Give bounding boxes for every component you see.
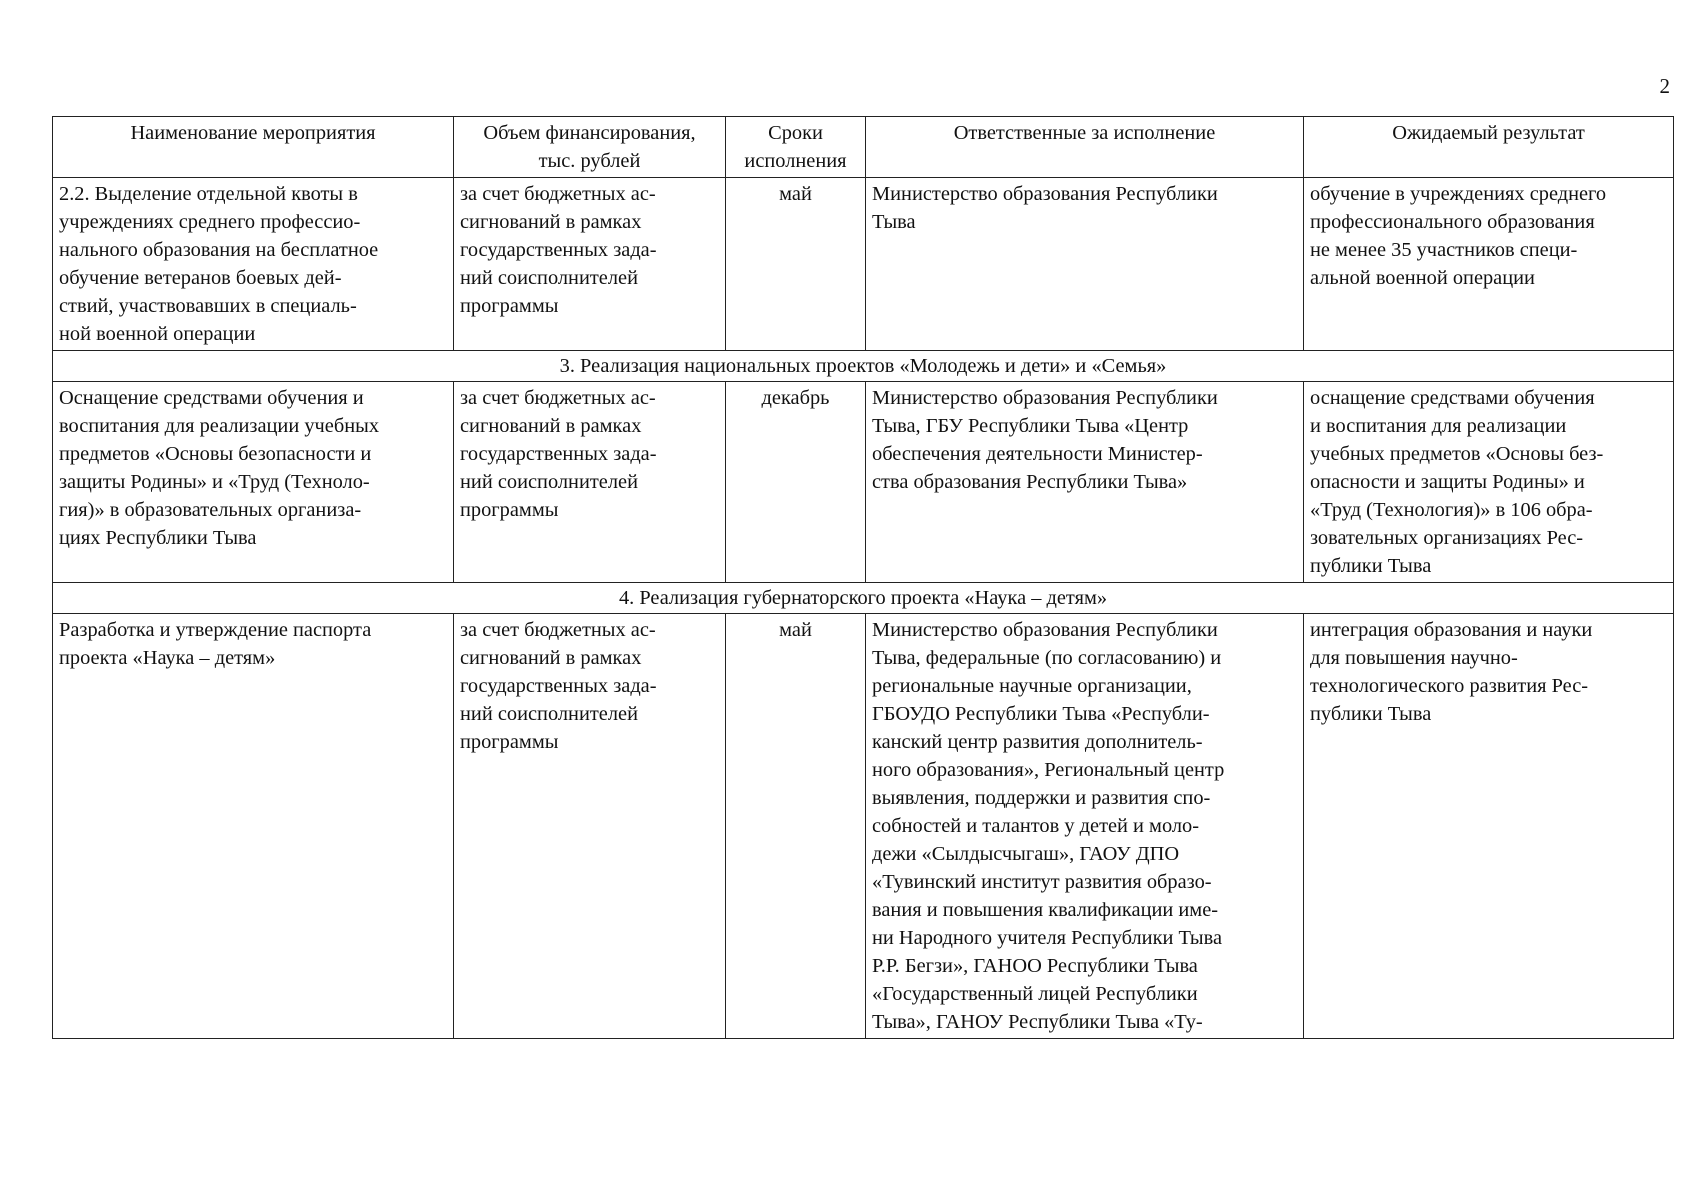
row1-result: обучение в учреждениях среднего профессионального образования не менее 35 участников специ- альной военной операции	[1304, 178, 1674, 351]
section-4-title: 4. Реализация губернаторского проекта «Наука – детям»	[53, 583, 1674, 614]
row2-name: Оснащение средствами обучения и воспитания для реализации учебных предметов «Основы безопасности и защиты Родины» и «Труд (Техноло- гия)» в образовательных организа- циях Республики Тыва	[53, 382, 454, 583]
table-row	[53, 382, 1674, 583]
row1-responsible: Министерство образования Республики Тыва	[866, 178, 1304, 351]
row2-responsible: Министерство образования Республики Тыва, ГБУ Республики Тыва «Центр обеспечения деятельности Министер- ства образования Республики Тыва»	[866, 382, 1304, 583]
table-header-row	[53, 117, 1674, 178]
row1-name: 2.2. Выделение отдельной квоты в учреждениях среднего профессио- нального образования на бесплатное обучение ветеранов боевых дей- ствий, участвовавших в специаль- ной военной операции	[53, 178, 454, 351]
row2-result: оснащение средствами обучения и воспитания для реализации учебных предметов «Основы без- опасности и защиты Родины» и «Труд (Технология)» в 106 обра- зовательных организациях Рес- публики Тыва	[1304, 382, 1674, 583]
row1-term: май	[726, 178, 866, 351]
section-row	[53, 583, 1674, 614]
header-name: Наименование мероприятия	[53, 117, 454, 178]
table-row	[53, 178, 1674, 351]
row3-result: интеграция образования и науки для повышения научно- технологического развития Рес- публики Тыва	[1304, 614, 1674, 1039]
row1-funding: за счет бюджетных ас- сигнований в рамках государственных зада- ний соисполнителей программы	[454, 178, 726, 351]
section-row	[53, 351, 1674, 382]
action-plan-table	[52, 116, 1674, 1039]
page-number: 2	[1659, 74, 1670, 98]
header-funding: Объем финансирования, тыс. рублей	[454, 117, 726, 178]
header-term: Сроки исполнения	[726, 117, 866, 178]
header-responsible: Ответственные за исполнение	[866, 117, 1304, 178]
row3-funding: за счет бюджетных ас- сигнований в рамках государственных зада- ний соисполнителей программы	[454, 614, 726, 1039]
row2-funding: за счет бюджетных ас- сигнований в рамках государственных зада- ний соисполнителей программы	[454, 382, 726, 583]
header-result: Ожидаемый результат	[1304, 117, 1674, 178]
row3-term: май	[726, 614, 866, 1039]
row2-term: декабрь	[726, 382, 866, 583]
row3-responsible: Министерство образования Республики Тыва, федеральные (по согласованию) и региональные научные организации, ГБОУДО Республики Тыва «Республи- канский центр развития дополнитель- ного образования», Региональный центр выявления, поддержки и развития спо- собностей и талантов у детей и моло- дежи «Сылдысчыгаш», ГАОУ ДПО «Тувинский институт развития образо- вания и повышения квалификации име- ни Народного учителя Республики Тыва Р.Р. Бегзи», ГАНОО Республики Тыва «Государственный лицей Республики Тыва», ГАНОУ Республики Тыва «Ту-	[866, 614, 1304, 1039]
table-row	[53, 614, 1674, 1039]
row3-name: Разработка и утверждение паспорта проекта «Наука – детям»	[53, 614, 454, 1039]
section-3-title: 3. Реализация национальных проектов «Молодежь и дети» и «Семья»	[53, 351, 1674, 382]
